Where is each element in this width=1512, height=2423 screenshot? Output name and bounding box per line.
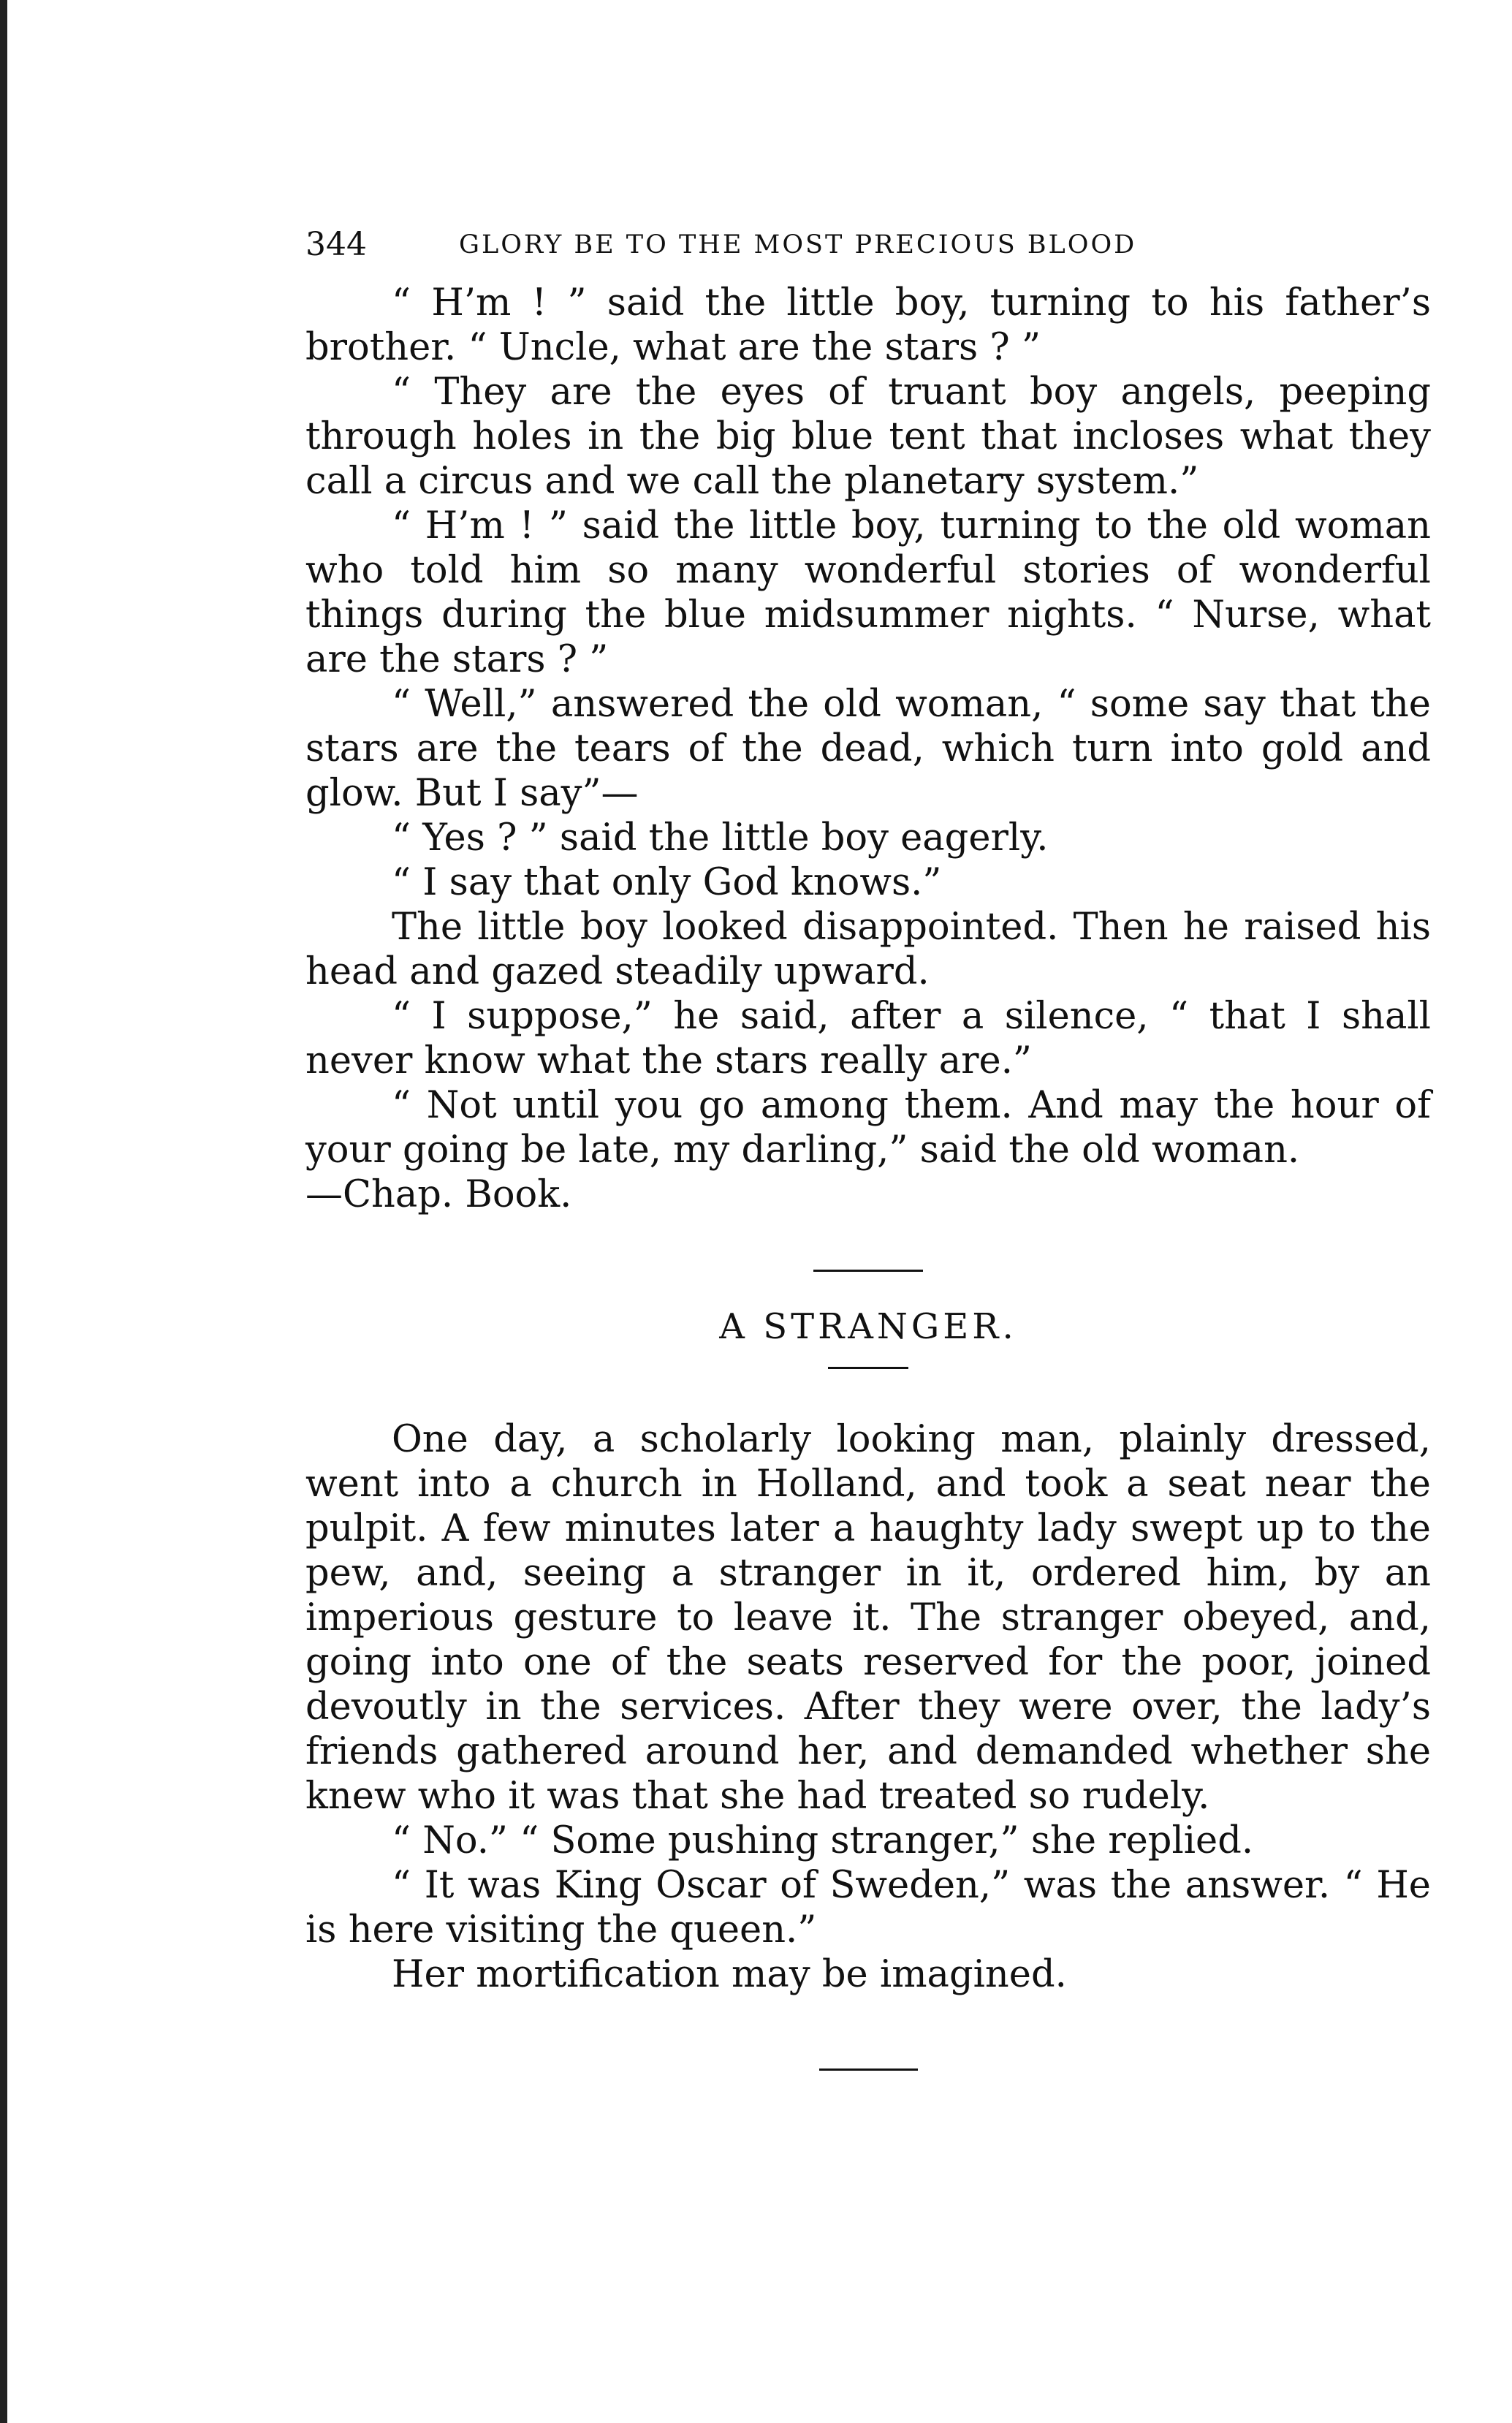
title-underline (828, 1367, 908, 1369)
paragraph: The little boy looked disappointed. Then he raised his head and gazed steadily upward. (305, 906, 1431, 993)
paragraph: “ Well,” answered the old woman, “ some say that the stars are the tears of the dead, which turn into gold and glow. But I say”— (305, 683, 1431, 815)
source-credit: —Chap. Book. (305, 1173, 572, 1216)
running-head (305, 219, 1431, 270)
paragraph: One day, a scholarly looking man, plainly dressed, went into a church in Holland, and took a seat near the pulpit. A few minutes later a haughty lady swept up to the pew, and, seeing a stranger in it, ordered him, by an imperious gesture to leave it. The stranger obeyed, and, going into one of the seats reserved for the poor, joined devoutly in the services. After they were over, the lady’s friends gathered around her, and demanded whether she knew who it was that she had treated so rudely. (305, 1418, 1431, 1818)
book-page (305, 219, 1431, 2383)
paragraph: Her mortification may be imagined. (392, 1953, 1067, 1996)
paragraph: “ Not until you go among them. And may the hour of your going be late, my darling,” said the old woman. (305, 1084, 1431, 1172)
page-number: 344 (305, 226, 367, 263)
paragraph: “ H’m ! ” said the little boy, turning to the old woman who told him so many wonderful stories of wonderful things during the blue midsummer nights. “ Nurse, what are the stars ? ” (305, 504, 1431, 681)
paragraph: “ It was King Oscar of Sweden,” was the answer. “ He is here visiting the queen.” (305, 1864, 1431, 1952)
section-divider (813, 1270, 923, 1272)
end-divider (819, 2069, 918, 2071)
section-title: A STRANGER. (719, 1306, 1017, 1347)
story-stranger (305, 1417, 1431, 1997)
paragraph: “ H’m ! ” said the little boy, turning to his father’s brother. “ Uncle, what are the stars ? ” (305, 281, 1431, 369)
paragraph: “ Yes ? ” said the little boy eagerly. (392, 816, 1049, 860)
paragraph: “ No.” “ Some pushing stranger,” she replied. (392, 1819, 1254, 1862)
paragraph: “ I suppose,” he said, after a silence, “ that I shall never know what the stars really are.” (305, 995, 1431, 1082)
running-title: GLORY BE TO THE MOST PRECIOUS BLOOD (459, 230, 1137, 259)
story-stars (305, 281, 1431, 1217)
paragraph: “ They are the eyes of truant boy angels, peeping through holes in the big blue tent that incloses what they call a circus and we call the planetary system.” (305, 371, 1431, 503)
paragraph: “ I say that only God knows.” (392, 861, 942, 904)
scan-page-edge (0, 0, 7, 2423)
